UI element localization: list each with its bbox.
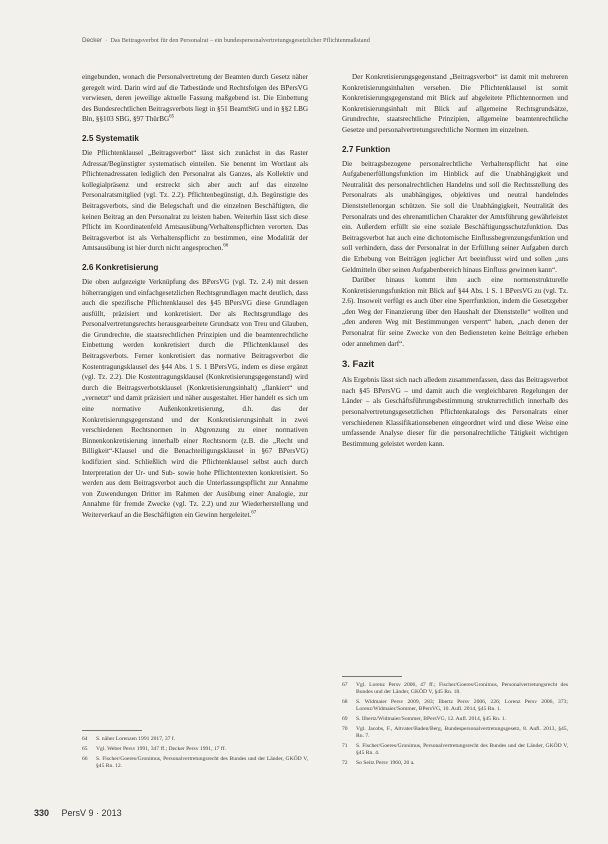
- footnote-text: S. näher Lorenzen 1991 2017, 37 f.: [96, 736, 176, 742]
- header-title: Das Beitragsverbot für den Personalrat – ein bundespersonalvertretungsgesetzlicher Pflichtenmaßstand: [110, 37, 370, 44]
- footnote: [82, 756, 308, 770]
- journal-issue: PersV 9 · 2013: [61, 808, 122, 818]
- section-konkretisierung-text: Die oben aufgezeigte Verknüpfung des BPersVG (vgl. Tz. 2.4) mit dessen höherrangigen und einfachgesetzlichen Rechtsgrundlagen macht deutlich, dass auch die spezifische Pflichtenklausel des §45 BPersVG diese Grundlagen ausfüllt, präzisiert und konkretisiert. Der als Rechtsgrundlage des Personalvertretungsrechts herausgearbeitete Grundsatz von Treu und Glauben, die Grundrechte, die staatsrechtlichen Prinzipien und die beamtenrechtliche Einbettung werden konkretisiert durch die Pflichtenklausel des Beitragsverbots. Ferner konkretisiert das normative Beitragsverbot die Kostentragungsklausel des §44 Abs. 1 S. 1 BPersVG, indem es diese ergänzt (vgl. Tz. 2.2). Die Kostentragungsklausel (Konkretisierungsgegenstand) wird durch die Beitragsverbotsklausel (Konkretisierungsinhalt) „flankiert“ und „vernetzt“ und damit präzisiert und näher ausgestaltet. Hier handelt es sich um eine normative Außenkonkretisierung, d.h. das der Konkretisierungsgegenstand und der Konkretisierungsinhalt in zwei verschiedenen Rechtsnormen in Abgrenzung zu einer normativen Binnenkonkretisierung innerhalb einer Rechtsnorm (z.B. die „Recht und Billigkeit“-Klausel und die Benachteiligungsklausel in §67 BPersVG) kodifiziert sind. Schließlich wird die Pflichtenklausel selbst auch durch Interpretation der Ur- und Sub- sowie hohe Pflichtentexten konkretisiert. So werden aus dem Beitragsverbot auch die Unterlassungspflicht zur Annahme von Zuwendungen Dritter im Rahmen der Ausübung einer Analogie, zur Annahme für fremde Zwecke (vgl. Tz. 2.2) und zur Wiederherstellung und Weiterverkauf an die Beschäftigten ein Gewinn hergeleitet.: [82, 277, 308, 519]
- footnote-divider-left: [82, 730, 142, 731]
- right-intro-paragraph: Der Konkretisierungsgegenstand „Beitragsverbot“ ist damit mit mehreren Konkretisierungsinhalten versehen. Die Pflichtenklausel ist somit Konkretisierungsgegenstand mit Blick auf abgeleitete Pflichtennormen und Konkretisierungsinhalt mit Blick auf allgemeine Rechtsgrundsätze, Grundrechte, staatsrechtliche Prinzipien, allgemeine beamtenrechtliche Gesetze und personalvertretungsrechtliche Normen im einzelnen.: [342, 73, 568, 134]
- footnote-number: 70: [342, 725, 348, 732]
- footnote-text: So Seitz Persv 1960, 20 a.: [356, 759, 415, 766]
- footnote: [82, 746, 308, 753]
- page-footer: [34, 808, 122, 818]
- footnote-text: S. Fischer/Goeres/Gronimus, Personalvertretungsrecht des Bundes und der Länder, GKÖD V, §45 Rn. 4.: [356, 742, 568, 756]
- footnote: [342, 682, 568, 696]
- footnote-ref: 65: [169, 115, 175, 120]
- section-heading-systematik: 2.5 Systematik: [82, 133, 139, 143]
- footnote-text: Vgl. Weber Persv 1991, 347 ff.; Decker Persv 1991, 17 ff.: [96, 745, 226, 752]
- footnote: [342, 716, 568, 723]
- section-heading-konkretisierung: 2.6 Konkretisierung: [82, 262, 159, 272]
- footnote-number: 64: [82, 736, 88, 742]
- footnote-number: 66: [82, 755, 88, 762]
- right-footnotes: [342, 682, 568, 770]
- footnote-text: S. Fischer/Goeres/Gronimus, Personalvertretungsrecht des Bundes und der Länder, GKÖD V, §45 Rn. 12.: [96, 755, 308, 769]
- section-systematik-text: Die Pflichtenklausel „Beitragsverbot“ lässt sich zunächst in das Raster Adressat/Begünstigter systematisch einteilen. Sie benennt im Wortlaut als Pflichtenadressaten lediglich den Personalrat als Ganzes, als Kollektiv und kollegialpräsenz und erstreckt sich aber auch auf das einzelne Personalratsmitglied (vgl. Tz. 2.2). Pflichtenbegünstigt, d.h. Begünstigte des Beitragsverbots, sind die Belegschaft und die einzelnen Beschäftigten, die keinen Beitrag an den Personalrat zu leisten haben. Weiterhin lässt sich diese Pflicht im Koordinatenfeld Amtsausübung/Verhaltenspflichten verorten. Das Beitragsverbot ist als Verhaltenspflicht zu bestimmen, eine Modalität der Amtsausübung ist hier durch nicht angesprochen.: [82, 148, 308, 253]
- footnote: [342, 699, 568, 713]
- section-heading-funktion: 2.7 Funktion: [342, 144, 391, 154]
- footnote: [82, 736, 308, 743]
- footnote-ref: 66: [223, 243, 229, 249]
- footnote-text: S. Widmaier Persv 2009, 283; Ilbertz Persv 2006, 226; Lorenz Persv 2006, 373; Lorenz/Widmaier/Sommer, BPersVG, 10. Aufl. 2014, §45 Rn. 1.: [356, 699, 568, 713]
- footnote-text: Vgl. Lorenz Persv 2006, 47 ff.; Fischer/Goeres/Gronimus, Personalvertretungsrecht des Bundes und der Länder, GKÖD V, §45 Rn. 18.: [356, 682, 568, 696]
- footnote-divider-right: [342, 676, 402, 677]
- footnote: [342, 726, 568, 740]
- footnote-number: 68: [342, 699, 348, 705]
- footnote: [342, 743, 568, 757]
- footnote-text: Vgl. Jacobs, F., Altvater/Baden/Berg, Bundespersonalvertretungsgesetz, 8. Aufl. 2013, §45, Rn. 7.: [356, 725, 568, 739]
- left-intro-text: eingebunden, wonach die Personalvertretung der Beamten durch Gesetz näher geregelt wird. Darin wird auf die Tatbestände und Rechtsfolgen des BPersVG verwiesen, deren jeweilige aktuelle Fassung maßgebend ist. Die Einbettung des Bundesrechtlichen Beitragsverbots liegt in §51 BeamtStG und in §§2 LBG Bln, §§103 SBG, §97 ThürBG: [82, 73, 308, 124]
- section-funktion-paragraph-2: Darüber hinaus kommt ihm auch eine normenstrukturelle Konkretisierungsfunktion mit Blick auf §44 Abs. 1 S. 1 BPersVG zu (vgl. Tz. 2.6). Insoweit verfügt es auch über eine Sperrfunktion, indem die Gesetzgeber „den Weg der Finanzierung über den Haushalt der Dienststelle“ wollten und „den anderen Weg mit Bestimmungen versperrt“ haben, „nach denen der Personalrat für seine Zwecke von den Bediensteten keine Beiträge erheben oder annehmen darf“.: [342, 276, 568, 348]
- right-column: [342, 72, 568, 449]
- header-author: Decker: [82, 37, 102, 44]
- left-intro-paragraph: [82, 72, 308, 125]
- left-footnotes: [82, 736, 308, 773]
- footnote-number: 71: [342, 742, 348, 749]
- footnote: [342, 760, 568, 767]
- section-funktion-paragraph: Die beitragsbezogene personalrechtliche Verhaltenspflicht hat eine Aufgabenerfüllungsfunktion im Hinblick auf die Unabhängigkeit und Neutralität des personalrechtlichen Handelns und soll die Rechtsstellung des Personalrats als unabhängiges, objektives und neutral handelndes Dienststellenorgan schützen. Sie soll die Unabhängigkeit, Neutralität des Personalrats und des ehrenamtlichen Charakter der Amtsführung gewährleistet ein. Außerdem erfüllt sie eine soziale Beschäftigungsschutzfunktion. Das Beitragsverbot hat auch eine dichotomische Einflussbegrenzungsfunktion und soll verhindern, dass der Personalrat in der Erfüllung seiner Aufgaben durch die Erhebung von Beiträgen jeglicher Art beeinflusst wird und sollen „uns Geldmitteln über seinen Aufgabenbereich hinaus Einfluss gewinnen kann“.: [342, 159, 568, 274]
- footnote-text: S. Ilbertz/Widmaier/Sommer, BPersVG, 12. Aufl. 2014, §45 Rn. 1.: [356, 716, 506, 722]
- running-header: Decker · Das Beitragsverbot für den Personalrat – ein bundespersonalvertretungsgesetzlicher Pflichtenmaßstand: [82, 37, 370, 44]
- footnote-ref: 67: [251, 510, 257, 516]
- section-systematik-paragraph: [82, 148, 308, 254]
- footnote-number: 69: [342, 716, 348, 722]
- section-heading-fazit: 3. Fazit: [342, 359, 375, 371]
- section-konkretisierung-paragraph: [82, 277, 308, 521]
- footnote-number: 67: [342, 682, 348, 688]
- page-number: 330: [34, 808, 50, 818]
- footnote-number: 65: [82, 745, 88, 752]
- footnote-number: 72: [342, 759, 348, 766]
- section-fazit-paragraph: Als Ergebnis lässt sich nach alledem zusammenfassen, dass das Beitragsverbot nach §45 BPersVG – und damit auch die vergleichbaren Regelungen der Länder – als Geschäftsführungsbestimmung strukturrechtlich innerhalb des personalvertretungsgesetzlichen Pflichtenkatalogs des Personalrats einer verschiedenen Klassifikationsebenen eingeordnet wird und diese Weise eine umfassende Analyse dieser für die personalrechtliche Tätigkeit wichtigen Bestimmung geleistet werden kann.: [342, 376, 568, 448]
- left-column: [82, 72, 308, 521]
